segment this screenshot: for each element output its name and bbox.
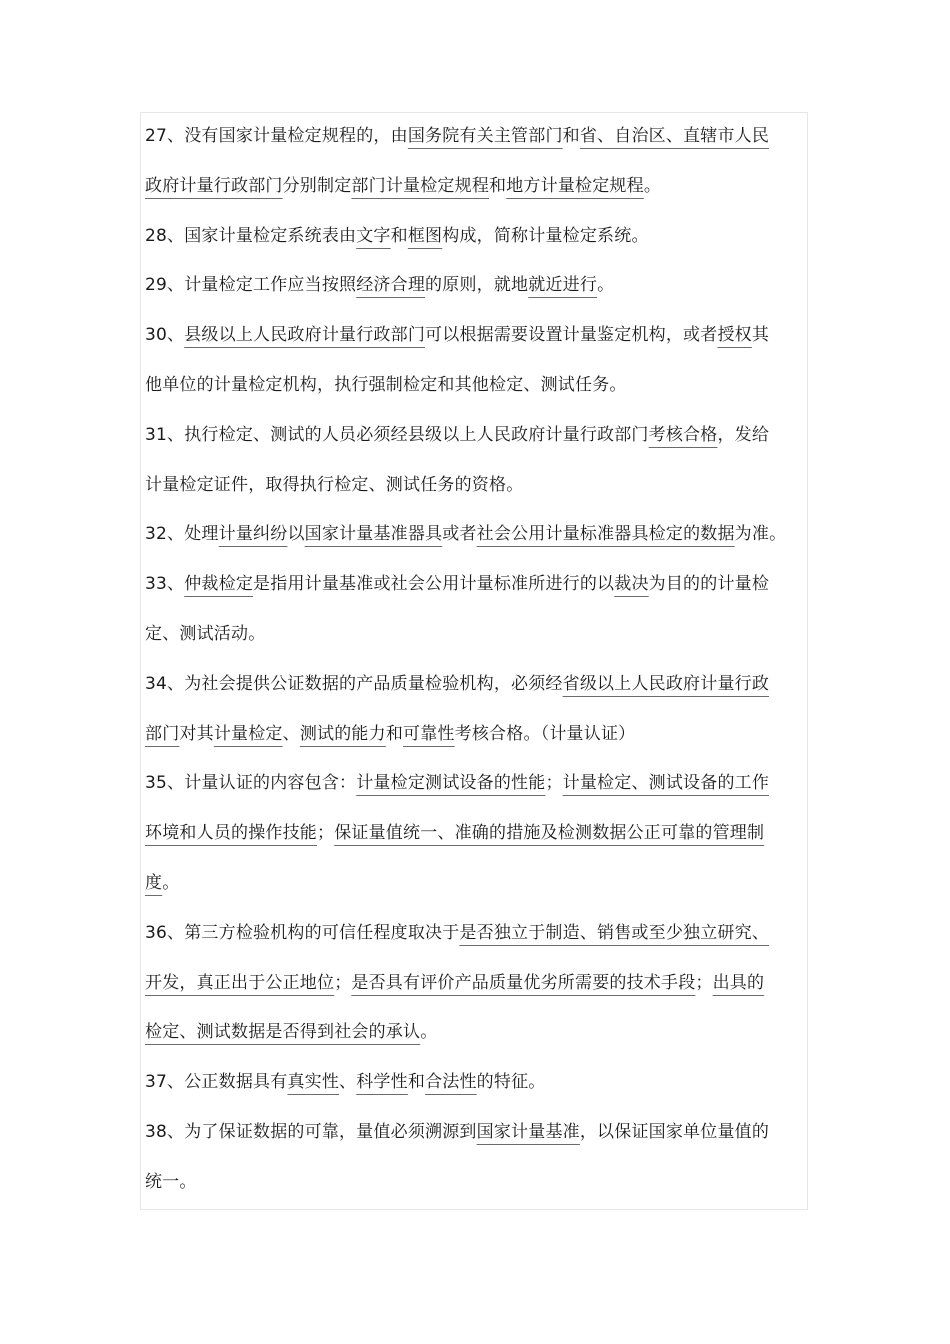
- text-segment: 计量检定证件，取得执行检定、测试任务的资格。: [145, 474, 524, 495]
- text-segment: 定、测试活动。: [145, 623, 266, 644]
- text-line: [145, 162, 815, 212]
- text-line: [145, 112, 815, 162]
- text-segment: 。: [420, 1022, 438, 1043]
- answer-underlined: 是否具有评价产品质量优劣所需要的技术手段: [351, 972, 696, 993]
- answer-underlined: 县级以上人民政府计量行政部门: [184, 325, 426, 346]
- text-segment: 37、公正数据具有: [145, 1072, 288, 1093]
- text-segment: ；: [317, 823, 335, 844]
- text-line: [145, 710, 815, 760]
- text-line: [145, 759, 815, 809]
- text-segment: 36、第三方检验机构的可信任程度取决于: [145, 922, 460, 943]
- text-line: [145, 809, 815, 859]
- text-line: [145, 859, 815, 909]
- text-line: [145, 610, 815, 660]
- text-segment: 33、: [145, 574, 185, 595]
- text-segment: 或者: [442, 524, 477, 545]
- text-segment: 29、计量检定工作应当按照: [145, 275, 357, 296]
- text-segment: 27、没有国家计量检定规程的，由: [145, 126, 408, 146]
- text-segment: 。: [643, 175, 662, 196]
- answer-underlined: 环境和人员的操作技能: [145, 823, 317, 844]
- answer-underlined: 计量检定: [213, 723, 283, 744]
- answer-underlined: 国务院有关主管部门: [407, 126, 563, 146]
- text-segment: 的特征。: [476, 1072, 546, 1093]
- text-line: [145, 1008, 815, 1058]
- answer-underlined: 国家计量基准: [476, 1121, 580, 1142]
- text-segment: 。: [597, 275, 615, 296]
- answer-underlined: 计量纠纷: [218, 524, 288, 545]
- text-segment: 为目的的计量检: [648, 574, 770, 595]
- answer-underlined: 文字: [356, 225, 391, 246]
- answer-underlined: 地方计量检定规程: [506, 175, 644, 196]
- answer-underlined: 社会公用计量标准器具检定的数据: [476, 524, 735, 545]
- text-line: [145, 909, 815, 959]
- text-segment: 和: [562, 126, 580, 146]
- text-segment: ；: [545, 773, 563, 794]
- text-line: [145, 311, 815, 361]
- text-line: [145, 411, 815, 461]
- text-segment: 是指用计量基准或社会公用计量标准所进行的以: [253, 574, 615, 595]
- answer-underlined: 就近进行: [528, 275, 598, 296]
- text-line: [145, 261, 815, 311]
- text-segment: 。: [162, 872, 180, 893]
- text-segment: 为准。: [734, 524, 787, 545]
- text-line: [145, 560, 815, 610]
- text-segment: 35、计量认证的内容包含：: [145, 773, 357, 794]
- answer-underlined: 省级以上人民政府计量行政: [562, 673, 770, 694]
- text-segment: 构成，简称计量检定系统。: [442, 225, 649, 246]
- answer-underlined: 可靠性: [403, 723, 455, 744]
- text-segment: 的原则，就地: [425, 275, 529, 296]
- answer-underlined: 仲裁检定: [184, 574, 254, 595]
- answer-underlined: 出具的: [712, 972, 765, 993]
- text-segment: 以: [287, 524, 305, 545]
- answer-underlined: 是否独立于制造、销售或至少独立研究、: [459, 922, 770, 943]
- text-segment: 和: [407, 1072, 426, 1093]
- text-segment: ；: [695, 972, 713, 993]
- document-body: [145, 112, 815, 1208]
- text-segment: 和: [385, 723, 404, 744]
- answer-underlined: 省、自治区、直辖市人民: [579, 126, 770, 146]
- text-segment: 对其: [179, 723, 214, 744]
- text-segment: ；: [334, 972, 352, 993]
- text-line: [145, 959, 815, 1009]
- text-line: [145, 1108, 815, 1158]
- answer-underlined: 检定、测试数据是否得到社会的承认: [145, 1022, 421, 1043]
- answer-underlined: 保证量值统一、准确的措施及检测数据公正可靠的管理制: [334, 823, 765, 844]
- answer-underlined: 计量检定、测试设备的工作: [562, 773, 770, 794]
- text-segment: ，以保证国家单位量值的: [579, 1121, 770, 1142]
- answer-underlined: 测试的能力: [299, 723, 386, 744]
- answer-underlined: 经济合理: [356, 275, 426, 296]
- answer-underlined: 合法性: [425, 1072, 477, 1093]
- answer-underlined: 框图: [407, 225, 443, 246]
- answer-underlined: 考核合格: [648, 424, 718, 445]
- text-segment: 34、为社会提供公证数据的产品质量检验机构，必须经: [145, 673, 563, 694]
- answer-underlined: 部门: [145, 723, 180, 744]
- text-segment: 38、为了保证数据的可靠，量值必须溯源到: [145, 1121, 477, 1142]
- text-segment: 和: [390, 225, 408, 246]
- text-segment: 28、国家计量检定系统表由: [145, 225, 357, 246]
- text-segment: 32、处理: [145, 524, 219, 545]
- answer-underlined: 授权: [717, 325, 752, 346]
- answer-underlined: 开发，真正出于公正地位: [145, 972, 335, 993]
- text-line: [145, 461, 815, 511]
- answer-underlined: 科学性: [356, 1072, 408, 1093]
- text-line: [145, 1158, 815, 1208]
- text-line: [145, 1058, 815, 1108]
- answer-underlined: 国家计量基准器具: [304, 524, 443, 545]
- text-segment: 31、执行检定、测试的人员必须经县级以上人民政府计量行政部门: [145, 424, 649, 445]
- text-segment: 和: [489, 175, 507, 196]
- text-line: [145, 361, 815, 411]
- text-line: [145, 660, 815, 710]
- text-segment: 统一。: [145, 1171, 197, 1192]
- answer-underlined: 部门计量检定规程: [351, 175, 490, 196]
- text-segment: 、: [339, 1072, 357, 1093]
- text-segment: 他单位的计量检定机构，执行强制检定和其他检定、测试任务。: [145, 374, 627, 395]
- text-segment: 可以根据需要设置计量鉴定机构，或者: [425, 325, 718, 346]
- text-line: [145, 212, 815, 262]
- text-line: [145, 510, 815, 560]
- text-segment: 分别制定: [282, 175, 352, 196]
- text-segment: 考核合格。（计量认证）: [454, 723, 636, 744]
- text-segment: 、: [282, 723, 300, 744]
- answer-underlined: 真实性: [287, 1072, 340, 1093]
- text-segment: 30、: [145, 325, 185, 346]
- answer-underlined: 计量检定测试设备的性能: [356, 773, 546, 794]
- answer-underlined: 裁决: [614, 574, 649, 595]
- answer-underlined: 政府计量行政部门: [145, 175, 283, 196]
- text-segment: 其: [751, 325, 770, 346]
- text-segment: ，发给: [717, 424, 770, 445]
- answer-underlined: 度: [145, 872, 163, 893]
